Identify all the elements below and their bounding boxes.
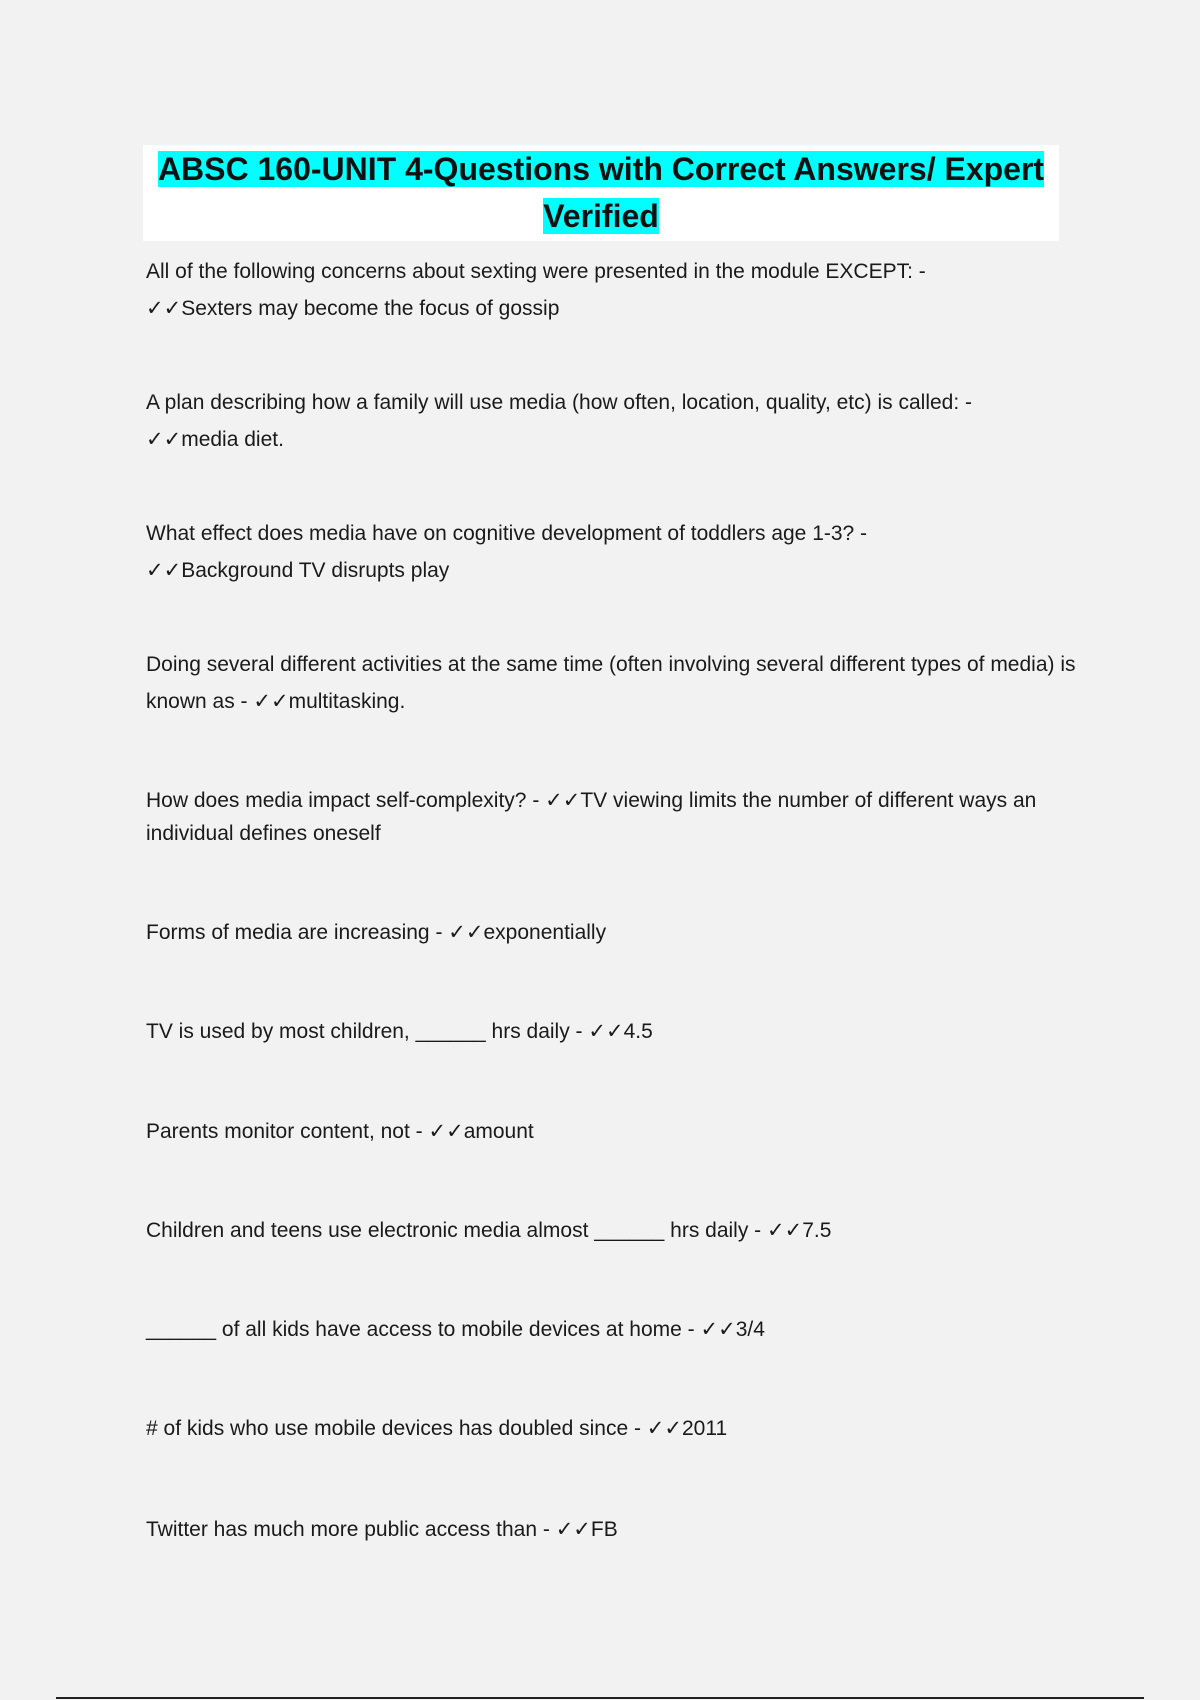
- question-text: Children and teens use electronic media almost ______ hrs daily -: [146, 1219, 762, 1242]
- answer-text: Background TV disrupts play: [181, 559, 450, 582]
- answer-text: exponentially: [483, 921, 607, 944]
- qa-item: [146, 914, 1066, 951]
- double-check-icon: ✓✓: [700, 1317, 736, 1341]
- question-text: Forms of media are increasing -: [146, 921, 443, 944]
- title-line-1-wrap: [143, 145, 1059, 192]
- document-title-line-2: Verified: [543, 198, 659, 234]
- question-text: A plan describing how a family will use media (how often, location, quality, etc) is called: -: [146, 391, 973, 414]
- qa-item: [146, 1212, 1066, 1249]
- double-check-icon: ✓✓: [428, 1119, 464, 1143]
- qa-item: [146, 516, 1066, 589]
- qa-item: [146, 385, 1066, 458]
- qa-item: [146, 1013, 1066, 1050]
- answer-text: media diet.: [181, 428, 284, 451]
- double-check-icon: ✓✓: [767, 1218, 803, 1242]
- double-check-icon: ✓✓: [146, 296, 182, 320]
- title-line-2-wrap: [143, 192, 1059, 239]
- double-check-icon: ✓✓: [646, 1416, 682, 1440]
- double-check-icon: ✓✓: [555, 1517, 591, 1541]
- double-check-icon: ✓✓: [545, 788, 581, 812]
- answer-text: 4.5: [623, 1020, 653, 1043]
- answer-text: Sexters may become the focus of gossip: [181, 297, 560, 320]
- answer-text: FB: [590, 1518, 618, 1541]
- answer-text: multitasking.: [288, 690, 406, 713]
- answer-text: TV viewing limits the number of different ways an individual defines oneself: [146, 789, 1037, 845]
- answer-text: 2011: [682, 1417, 728, 1440]
- title-box: [143, 145, 1059, 241]
- double-check-icon: ✓✓: [146, 427, 182, 451]
- qa-item: [146, 1410, 1066, 1447]
- question-text: Doing several different activities at the same time (often involving several different types of media) is known as -: [146, 653, 1076, 713]
- double-check-icon: ✓✓: [146, 558, 182, 582]
- question-text: ______ of all kids have access to mobile devices at home -: [146, 1318, 695, 1341]
- question-text: # of kids who use mobile devices has doubled since -: [146, 1417, 641, 1440]
- document-title-line-1: ABSC 160-UNIT 4-Questions with Correct Answers/ Expert: [157, 151, 1045, 187]
- question-text: Twitter has much more public access than -: [146, 1518, 550, 1541]
- double-check-icon: ✓✓: [588, 1019, 624, 1043]
- question-text: All of the following concerns about sexting were presented in the module EXCEPT: -: [146, 260, 926, 283]
- qa-item: [146, 647, 1076, 720]
- qa-item: [146, 254, 1066, 327]
- qa-item: [146, 1511, 1066, 1548]
- question-text: Parents monitor content, not -: [146, 1120, 423, 1143]
- answer-text: 7.5: [802, 1219, 832, 1242]
- question-text: How does media impact self-complexity? -: [146, 789, 540, 812]
- double-check-icon: ✓✓: [253, 689, 289, 713]
- answer-text: 3/4: [735, 1318, 765, 1341]
- qa-item: [146, 784, 1046, 850]
- question-text: TV is used by most children, ______ hrs daily -: [146, 1020, 583, 1043]
- qa-item: [146, 1113, 1066, 1150]
- answer-text: amount: [463, 1120, 534, 1143]
- question-text: What effect does media have on cognitive development of toddlers age 1-3? -: [146, 522, 868, 545]
- footer-divider: [56, 1697, 1144, 1699]
- double-check-icon: ✓✓: [448, 920, 484, 944]
- qa-item: [146, 1311, 1066, 1348]
